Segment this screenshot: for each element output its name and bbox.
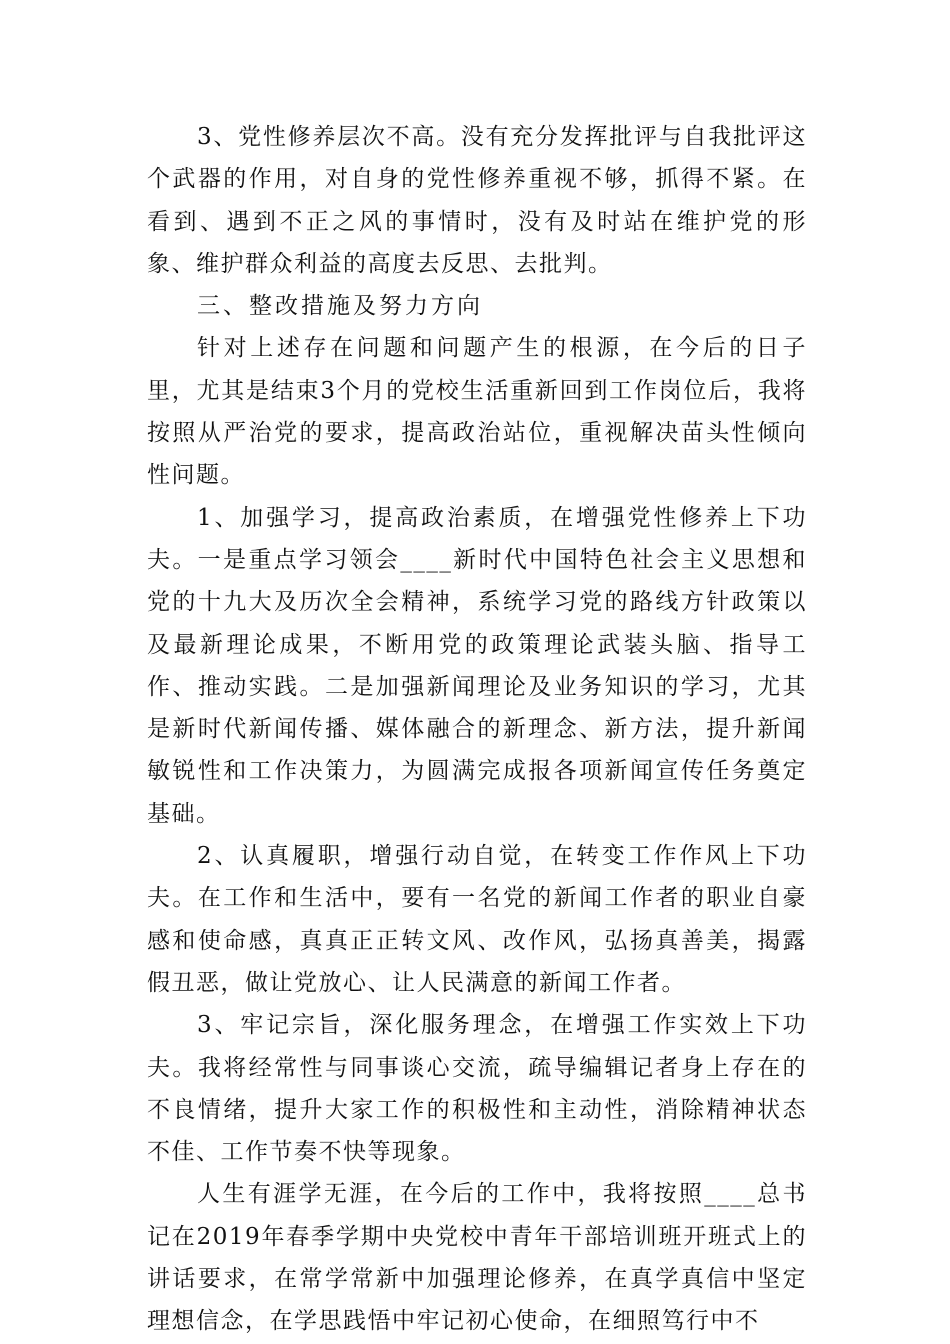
- paragraph-intro: 针对上述存在问题和问题产生的根源，在今后的日子里，尤其是结束3个月的党校生活重新回到工作岗位后，我将按照从严治党的要求，提高政治站位，重视解决苗头性倾向性问题。: [147, 335, 807, 489]
- paragraph-measure-3: 3、牢记宗旨，深化服务理念，在增强工作实效上下功夫。我将经常性与同事谈心交流，疏导编辑记者身上存在的不良情绪，提升大家工作的积极性和主动性，消除精神状态不佳、工作节奏不快等现象。: [147, 1012, 807, 1166]
- paragraph-measure-1: 1、加强学习，提高政治素质，在增强党性修养上下功夫。一是重点学习领会____新时代中国特色社会主义思想和党的十九大及历次全会精神，系统学习党的路线方针政策以及最新理论成果，不断用党的政策理论武装头脑、指导工作、推动实践。二是加强新闻理论及业务知识的学习，尤其是新时代新闻传播、媒体融合的新理念、新方法，提升新闻敏锐性和工作决策力，为圆满完成报各项新闻宣传任务奠定基础。: [147, 504, 807, 827]
- section-heading-rectification: 三、整改措施及努力方向: [197, 293, 483, 320]
- paragraph-closing: 人生有涯学无涯，在今后的工作中，我将按照____总书记在2019年春季学期中央党校中青年干部培训班开班式上的讲话要求，在常学常新中加强理论修养，在真学真信中坚定理想信念，在学思践悟中牢记初心使命，在细照笃行中不: [147, 1181, 807, 1335]
- document-body: [147, 116, 807, 1343]
- paragraph-party-spirit: 3、党性修养层次不高。没有充分发挥批评与自我批评这个武器的作用，对自身的党性修养重视不够，抓得不紧。在看到、遇到不正之风的事情时，没有及时站在维护党的形象、维护群众利益的高度去反思、去批判。: [147, 124, 807, 277]
- paragraph-measure-2: 2、认真履职，增强行动自觉，在转变工作作风上下功夫。在工作和生活中，要有一名党的新闻工作者的职业自豪感和使命感，真真正正转文风、改作风，弘扬真善美，揭露假丑恶，做让党放心、让人民满意的新闻工作者。: [147, 843, 807, 996]
